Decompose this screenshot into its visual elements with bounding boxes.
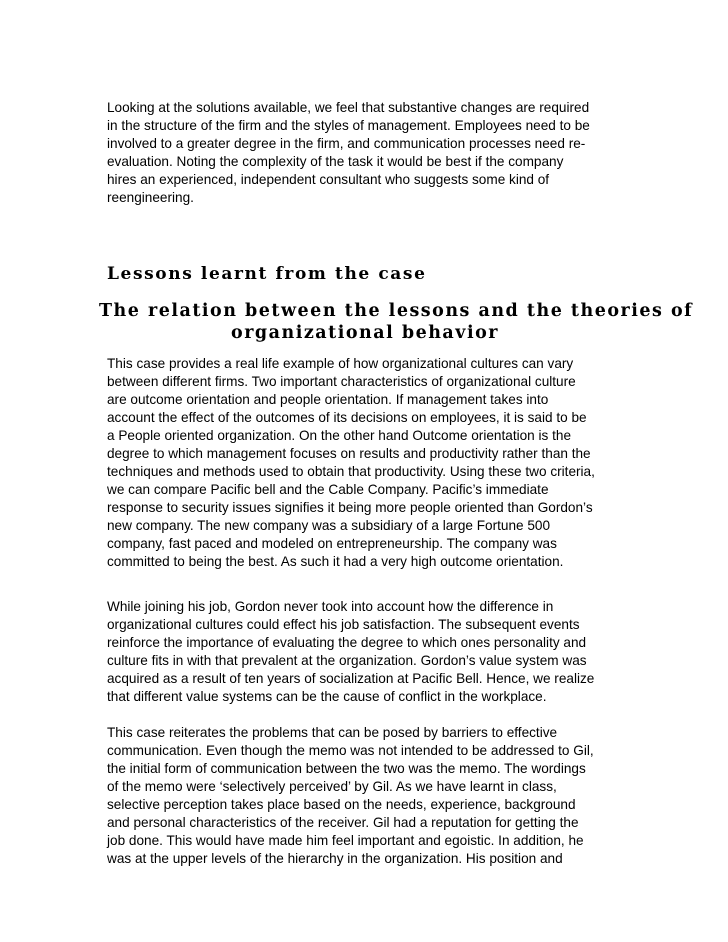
subheading-relation [99, 300, 694, 344]
document-body [99, 99, 694, 868]
paragraph-solutions [107, 99, 623, 207]
text-line: response to security issues signifies it being more people oriented than Gordon’s [107, 500, 593, 515]
text-line: a People oriented organization. On the other hand Outcome orientation is the [107, 428, 571, 443]
text-line: Looking at the solutions available, we feel that substantive changes are required [107, 100, 590, 115]
text-line: job done. This would have made him feel important and egoistic. In addition, he [107, 833, 584, 848]
text-line: While joining his job, Gordon never took into account how the difference in [107, 599, 554, 614]
text-line: of the memo were ‘selectively perceived’ by Gil. As we have learnt in class, [107, 779, 557, 794]
text-line: culture fits in with that prevalent at the organization. Gordon’s value system was [107, 653, 587, 668]
text-line: reinforce the importance of evaluating the degree to which ones personality and [107, 635, 587, 650]
text-line: are outcome orientation and people orientation. If management takes into [107, 392, 549, 407]
text-line: techniques and methods used to obtain that productivity. Using these two criteria, [107, 464, 595, 479]
text-line: organizational cultures could effect his job satisfaction. The subsequent events [107, 617, 580, 632]
text-line: the initial form of communication between the two was the memo. The wordings [107, 761, 586, 776]
text-line: acquired as a result of ten years of socialization at Pacific Bell. Hence, we realize [107, 671, 595, 686]
text-line: was at the upper levels of the hierarchy in the organization. His position and [107, 851, 563, 866]
text-line: involved to a greater degree in the firm, and communication processes need re- [107, 136, 586, 151]
paragraph-communication-barriers [107, 724, 623, 868]
text-line: This case reiterates the problems that can be posed by barriers to effective [107, 725, 558, 740]
text-line: communication. Even though the memo was not intended to be addressed to Gil, [107, 743, 594, 758]
text-line: that different value systems can be the cause of conflict in the workplace. [107, 689, 547, 704]
text-line: hires an experienced, independent consultant who suggests some kind of [107, 172, 550, 187]
text-line: This case provides a real life example of how organizational cultures can vary [107, 356, 574, 371]
subheading-line: organizational behavior [231, 323, 499, 343]
paragraph-gordon-job [107, 598, 623, 706]
text-line: degree to which management focuses on results and productivity rather than the [107, 446, 591, 461]
text-line: we can compare Pacific bell and the Cable Company. Pacific’s immediate [107, 482, 549, 497]
text-line: and personal characteristics of the receiver. Gil had a reputation for getting the [107, 815, 579, 830]
text-line: committed to being the best. As such it had a very high outcome orientation. [107, 554, 564, 569]
text-line: account the effect of the outcomes of its decisions on employees, it is said to be [107, 410, 587, 425]
text-line: in the structure of the firm and the styles of management. Employees need to be [107, 118, 590, 133]
text-line: reengineering. [107, 190, 194, 205]
paragraph-organizational-culture [107, 355, 623, 571]
text-line: new company. The new company was a subsidiary of a large Fortune 500 [107, 518, 551, 533]
text-line: evaluation. Noting the complexity of the task it would be best if the company [107, 154, 564, 169]
subheading-line: The relation between the lessons and the theories of [99, 301, 694, 321]
text-line: selective perception takes place based on the needs, experience, background [107, 797, 576, 812]
heading-lessons-learnt: Lessons learnt from the case [107, 264, 427, 284]
text-line: between different firms. Two important characteristics of organizational culture [107, 374, 576, 389]
text-line: company, fast paced and modeled on entrepreneurship. The company was [107, 536, 557, 551]
